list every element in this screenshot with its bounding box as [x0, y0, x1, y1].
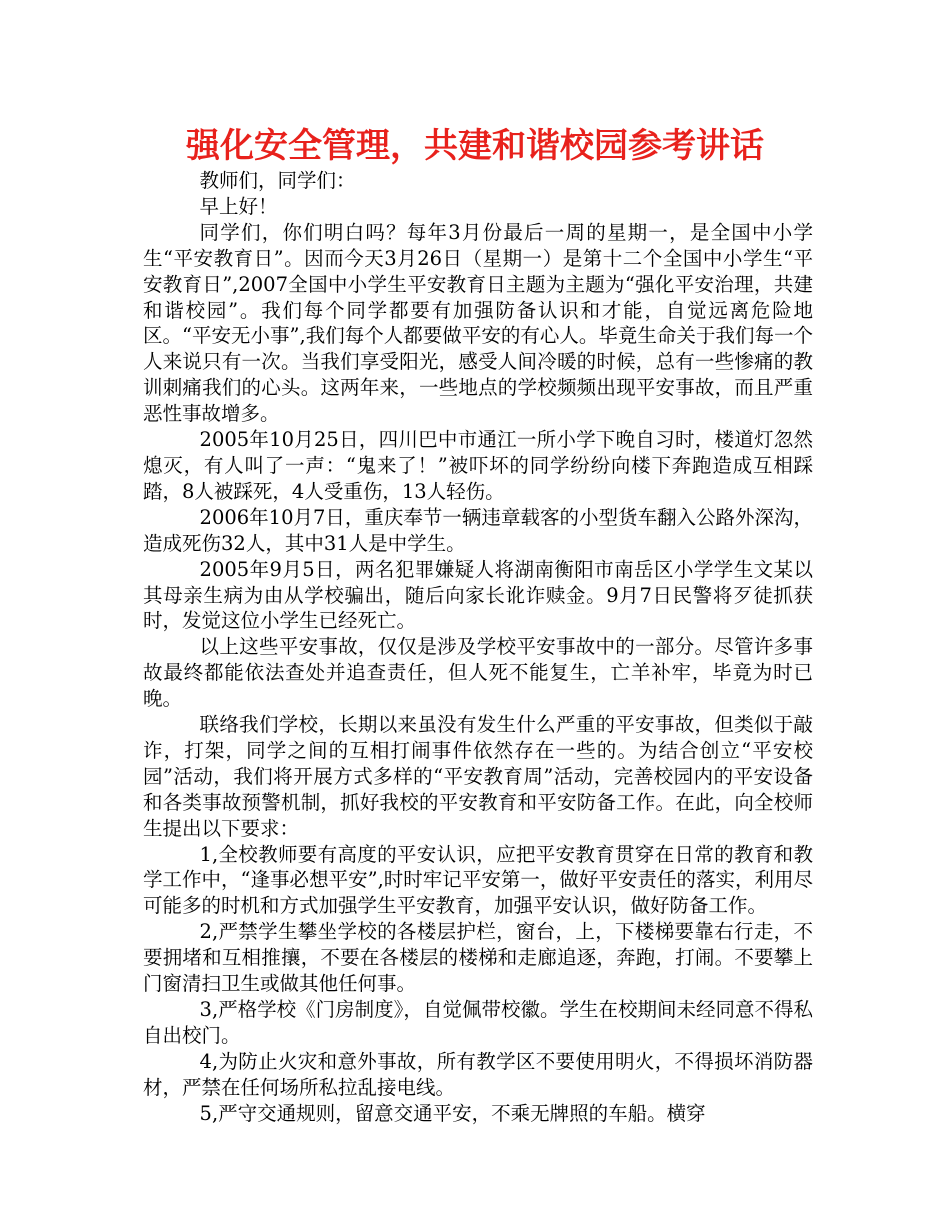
requirement-item: 1,全校教师要有高度的平安认识，应把平安教育贯穿在日常的教育和教学工作中，“逢事必想平安”,时时牢记平安第一，做好平安责任的落实，利用尽可能多的时机和方式加强学生平安教育，加强平安认识，做好防备工作。: [143, 842, 813, 918]
body-paragraph: 2005年10月25日，四川巴中市通江一所小学下晚自习时，楼道灯忽然熄灭，有人叫了一声：“鬼来了！”被吓坏的同学纷纷向楼下奔跑造成互相踩踏，8人被踩死，4人受重伤，13人轻伤。: [143, 428, 813, 503]
greeting-paragraph: 早上好！: [199, 194, 278, 218]
requirement-item: 2,严禁学生攀坐学校的各楼层护栏，窗台，上，下楼梯要靠右行走，不要拥堵和互相推攘，不要在各楼层的楼梯和走廊追逐，奔跑，打闹。不要攀上门窗清扫卫生或做其他任何事。: [143, 920, 813, 996]
greeting-paragraph: 教师们，同学们：: [199, 169, 356, 192]
body-paragraph: 以上这些平安事故，仅仅是涉及学校平安事故中的一部分。尽管许多事故最终都能依法查处并追查责任，但人死不能复生，亡羊补牢，毕竟为时已晚。: [143, 635, 813, 711]
body-paragraph: 同学们，你们明白吗？每年3月份最后一周的星期一，是全国中小学生“平安教育日”。因而今天3月26日（星期一）是第十二个全国中小学生“平安教育日”,2007全国中小学生平安教育日主题为主题为“强化平安治理，共建和谐校园”。我们每个同学都要有加强防备认识和才能，自觉远离危险地区。“平安无小事”,我们每个人都要做平安的有心人。毕竟生命关于我们每一个人来说只有一次。当我们享受阳光，感受人间冷暖的时候，总有一些惨痛的教训刺痛我们的心头。这两年来，一些地点的学校频频出现平安事故，而且严重恶性事故增多。: [143, 220, 813, 426]
document-body: [143, 168, 813, 1127]
document-title: 强化安全管理，共建和谐校园参考讲话: [186, 126, 764, 166]
body-paragraph: 联络我们学校，长期以来虽没有发生什么严重的平安事故，但类似于敲诈，打架，同学之间的互相打闹事件依然存在一些的。为结合创立“平安校园”活动，我们将开展方式多样的“平安教育周”活动，完善校园内的平安设备和各类事故预警机制，抓好我校的平安教育和平安防备工作。在此，向全校师生提出以下要求：: [143, 713, 813, 840]
body-paragraph: 2005年9月5日，两名犯罪嫌疑人将湖南衡阳市南岳区小学学生文某以其母亲生病为由从学校骗出，随后向家长讹诈赎金。9月7日民警将歹徒抓获时，发觉这位小学生已经死亡。: [143, 557, 813, 633]
requirement-item: 3,严格学校《门房制度》，自觉佩带校徽。学生在校期间未经同意不得私自出校门。: [143, 998, 813, 1047]
requirement-item: 5,严守交通规则，留意交通平安，不乘无牌照的车船。横穿: [199, 1101, 706, 1125]
body-paragraph: 2006年10月7日，重庆奉节一辆违章载客的小型货车翻入公路外深沟，造成死伤32人，其中31人是中学生。: [143, 505, 813, 555]
requirement-item: 4,为防止火灾和意外事故，所有教学区不要使用明火，不得损坏消防器材，严禁在任何场所私拉乱接电线。: [143, 1049, 813, 1099]
